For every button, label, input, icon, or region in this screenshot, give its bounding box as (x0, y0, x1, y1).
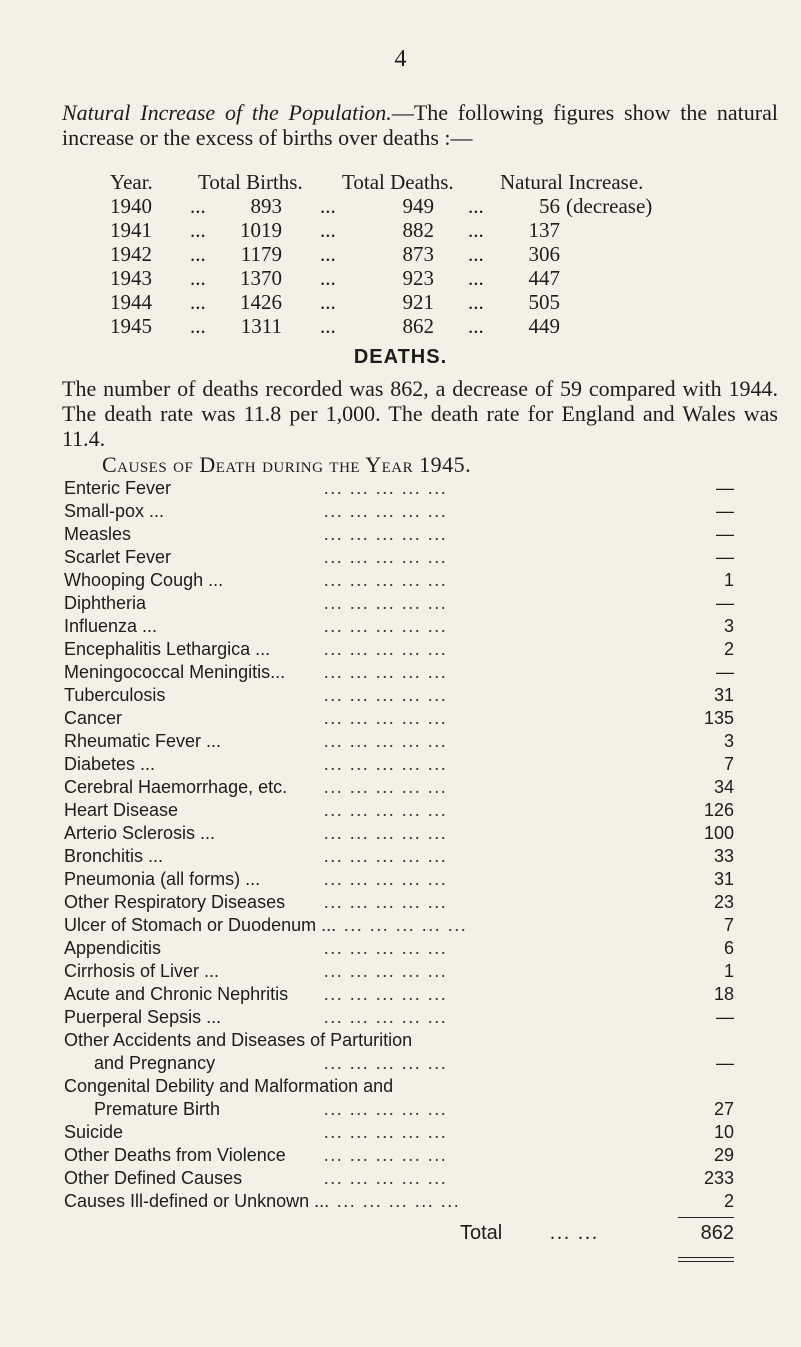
cause-name: Bronchitis ... (64, 846, 164, 866)
cause-count: 135 (703, 708, 734, 728)
cause-name: Diphtheria (64, 593, 147, 613)
list-item (64, 1030, 734, 1053)
list-item (64, 478, 734, 501)
deaths-cell: 862 (402, 314, 434, 338)
list-item (64, 961, 734, 984)
leader-dots: ... ... ... ... ... (324, 846, 448, 866)
leader-dots: ... ... ... ... ... (324, 984, 448, 1004)
cause-count: — (716, 662, 734, 682)
list-item (64, 1122, 734, 1145)
dots: ... (468, 194, 484, 218)
header-year: Year. (110, 170, 153, 194)
natural-increase-cell: 56 (539, 194, 560, 218)
cause-name: Cirrhosis of Liver ... (64, 961, 220, 981)
list-item (64, 915, 734, 938)
year-cell: 1943 (110, 266, 152, 290)
year-cell: 1940 (110, 194, 152, 218)
cause-name: Cancer (64, 708, 123, 728)
cause-count: 1 (723, 570, 734, 590)
leader-dots: ... ... ... ... ... (324, 478, 448, 498)
natural-increase-cell: 449 (528, 314, 560, 338)
cause-count: 100 (703, 823, 734, 843)
births-cell: 1370 (240, 266, 282, 290)
natural-increase-cell: 137 (528, 218, 560, 242)
cause-count: 10 (713, 1122, 734, 1142)
dots: ... (190, 290, 206, 314)
header-deaths: Total Deaths. (342, 170, 454, 194)
list-item (64, 662, 734, 685)
cause-name: Other Respiratory Diseases (64, 892, 286, 912)
leader-dots: ... ... ... ... ... (324, 823, 448, 843)
dots: ... (468, 314, 484, 338)
leader-dots: ... ... ... ... ... (324, 570, 448, 590)
dots: ... (320, 314, 336, 338)
dots: ... (320, 242, 336, 266)
cause-count: 6 (723, 938, 734, 958)
deaths-paragraph: The number of deaths recorded was 862, a decrease of 59 compared with 1944. The death rate was 11.8 per 1,000. The death rate for England and Wales was 11.4. (62, 376, 778, 451)
intro-text: —The following figures show the natural increase or the excess of births over deaths :— (62, 100, 778, 150)
list-item (64, 1145, 734, 1168)
list-item (64, 616, 734, 639)
leader-dots: ... ... ... ... ... (324, 754, 448, 774)
list-item (64, 547, 734, 570)
cause-count: — (716, 1007, 734, 1027)
dots: ... (468, 266, 484, 290)
cause-count: 126 (703, 800, 734, 820)
note-cell: (decrease) (566, 194, 653, 218)
leader-dots: ... ... ... ... ... (324, 639, 448, 659)
list-item (64, 754, 734, 777)
cause-name: Pneumonia (all forms) ... (64, 869, 261, 889)
cause-name: Tuberculosis (64, 685, 166, 705)
deaths-cell: 923 (402, 266, 434, 290)
causes-list (64, 478, 734, 1214)
leader-dots: ... ... ... ... ... (324, 800, 448, 820)
cause-count: 27 (713, 1099, 734, 1119)
cause-name: Rheumatic Fever ... (64, 731, 222, 751)
dots: ... (190, 266, 206, 290)
double-rule-bottom (678, 1261, 734, 1262)
dots: ... (320, 194, 336, 218)
cause-count: — (716, 478, 734, 498)
header-births: Total Births. (198, 170, 303, 194)
list-item (64, 823, 734, 846)
header-natural-increase: Natural Increase. (500, 170, 644, 194)
cause-name: Heart Disease (64, 800, 179, 820)
leader-dots: ... ... ... ... ... (324, 708, 448, 728)
deaths-cell: 882 (402, 218, 434, 242)
list-item (64, 938, 734, 961)
leader-dots: ... ... ... ... ... (344, 915, 468, 935)
dots: ... (320, 218, 336, 242)
intro-title: Natural Increase of the Population. (62, 100, 392, 125)
leader-dots: ... ... ... ... ... (324, 685, 448, 705)
year-cell: 1941 (110, 218, 152, 242)
deaths-cell: 949 (402, 194, 434, 218)
leader-dots: ... ... ... ... ... (324, 1099, 448, 1119)
leader-dots: ... ... ... ... ... (324, 1007, 448, 1027)
leader-dots: ... ... ... ... ... (324, 501, 448, 521)
cause-name: Arterio Sclerosis ... (64, 823, 216, 843)
list-item (64, 1076, 734, 1099)
natural-increase-cell: 447 (528, 266, 560, 290)
cause-count: — (716, 1053, 734, 1073)
list-item (64, 685, 734, 708)
cause-name: Premature Birth (94, 1099, 221, 1119)
list-item (64, 1007, 734, 1030)
births-cell: 1179 (240, 242, 282, 266)
dots: ... (190, 314, 206, 338)
year-cell: 1945 (110, 314, 152, 338)
cause-count: — (716, 547, 734, 567)
births-cell: 893 (250, 194, 282, 218)
list-item (64, 708, 734, 731)
deaths-cell: 873 (402, 242, 434, 266)
leader-dots: ... ... ... ... ... (324, 524, 448, 544)
cause-count: 33 (713, 846, 734, 866)
cause-count: 3 (723, 731, 734, 751)
deaths-heading: DEATHS. (353, 346, 448, 368)
list-item (64, 639, 734, 662)
cause-name: Acute and Chronic Nephritis (64, 984, 289, 1004)
cause-name: Congenital Debility and Malformation and (64, 1076, 394, 1096)
cause-name: Influenza ... (64, 616, 158, 636)
dots: ... (468, 290, 484, 314)
list-item (64, 731, 734, 754)
births-cell: 1311 (240, 314, 282, 338)
list-item (64, 869, 734, 892)
dots: ... (468, 242, 484, 266)
leader-dots: ... ... ... ... ... (324, 1145, 448, 1165)
leader-dots: ... ... ... ... ... (324, 1122, 448, 1142)
list-item (64, 570, 734, 593)
cause-name: Encephalitis Lethargica ... (64, 639, 271, 659)
cause-name: Suicide (64, 1122, 124, 1142)
cause-count: 34 (713, 777, 734, 797)
cause-count: — (716, 593, 734, 613)
cause-name: Scarlet Fever (64, 547, 172, 567)
cause-count: 7 (723, 754, 734, 774)
list-item (64, 593, 734, 616)
natural-increase-cell: 505 (528, 290, 560, 314)
intro-paragraph (62, 100, 778, 150)
cause-name: Other Deaths from Violence (64, 1145, 286, 1165)
list-item (64, 1099, 734, 1122)
dots: ... (468, 218, 484, 242)
list-item (64, 1191, 734, 1214)
dots: ... (320, 290, 336, 314)
total-value: 862 (700, 1222, 734, 1244)
cause-count: 7 (723, 915, 734, 935)
page-number: 4 (394, 46, 407, 72)
cause-count: 23 (713, 892, 734, 912)
list-item (64, 892, 734, 915)
cause-count: 1 (723, 961, 734, 981)
cause-name: Puerperal Sepsis ... (64, 1007, 222, 1027)
cause-name: Appendicitis (64, 938, 162, 958)
cause-count: 2 (723, 1191, 734, 1211)
natural-increase-cell: 306 (528, 242, 560, 266)
dots: ... (190, 194, 206, 218)
cause-count: 29 (713, 1145, 734, 1165)
deaths-cell: 921 (402, 290, 434, 314)
cause-count: — (716, 501, 734, 521)
cause-name: Measles (64, 524, 132, 544)
leader-dots: ... ... ... ... ... (324, 731, 448, 751)
list-item (64, 777, 734, 800)
cause-name: and Pregnancy (94, 1053, 216, 1073)
leader-dots: ... ... ... ... ... (324, 1168, 448, 1188)
double-rule-top (678, 1257, 734, 1258)
cause-name: Meningococcal Meningitis... (64, 662, 286, 682)
cause-count: — (716, 524, 734, 544)
cause-name: Cerebral Haemorrhage, etc. (64, 777, 288, 797)
year-cell: 1942 (110, 242, 152, 266)
leader-dots: ... ... ... ... ... (324, 662, 448, 682)
leader-dots: ... ... ... ... ... (324, 616, 448, 636)
cause-count: 233 (703, 1168, 734, 1188)
cause-count: 31 (713, 869, 734, 889)
list-item (64, 800, 734, 823)
dots: ... (320, 266, 336, 290)
leader-dots: ... ... ... ... ... (324, 547, 448, 567)
cause-name: Small-pox ... (64, 501, 165, 521)
list-item (64, 846, 734, 869)
dots: ... (190, 218, 206, 242)
leader-dots: ... ... ... ... ... (337, 1191, 461, 1211)
births-cell: 1019 (240, 218, 282, 242)
list-item (64, 1053, 734, 1076)
leader-dots: ... ... ... ... ... (324, 869, 448, 889)
cause-name: Ulcer of Stomach or Duodenum ... (64, 915, 337, 935)
cause-name: Whooping Cough ... (64, 570, 224, 590)
cause-name: Other Accidents and Diseases of Parturition (64, 1030, 413, 1050)
cause-count: 18 (713, 984, 734, 1004)
cause-count: 31 (713, 685, 734, 705)
sum-rule (678, 1217, 734, 1218)
causes-heading: Causes of Death during the Year 1945. (102, 452, 472, 477)
total-dots: ... ... (550, 1222, 599, 1244)
leader-dots: ... ... ... ... ... (324, 593, 448, 613)
leader-dots: ... ... ... ... ... (324, 961, 448, 981)
cause-count: 3 (723, 616, 734, 636)
leader-dots: ... ... ... ... ... (324, 938, 448, 958)
leader-dots: ... ... ... ... ... (324, 892, 448, 912)
cause-name: Diabetes ... (64, 754, 156, 774)
list-item (64, 501, 734, 524)
year-cell: 1944 (110, 290, 152, 314)
total-row (460, 1222, 734, 1248)
total-label: Total (460, 1222, 503, 1244)
cause-count: 2 (723, 639, 734, 659)
list-item (64, 1168, 734, 1191)
leader-dots: ... ... ... ... ... (324, 777, 448, 797)
cause-name: Causes Ill-defined or Unknown ... (64, 1191, 330, 1211)
list-item (64, 524, 734, 547)
leader-dots: ... ... ... ... ... (324, 1053, 448, 1073)
list-item (64, 984, 734, 1007)
cause-name: Enteric Fever (64, 478, 172, 498)
cause-name: Other Defined Causes (64, 1168, 243, 1188)
births-cell: 1426 (240, 290, 282, 314)
dots: ... (190, 242, 206, 266)
